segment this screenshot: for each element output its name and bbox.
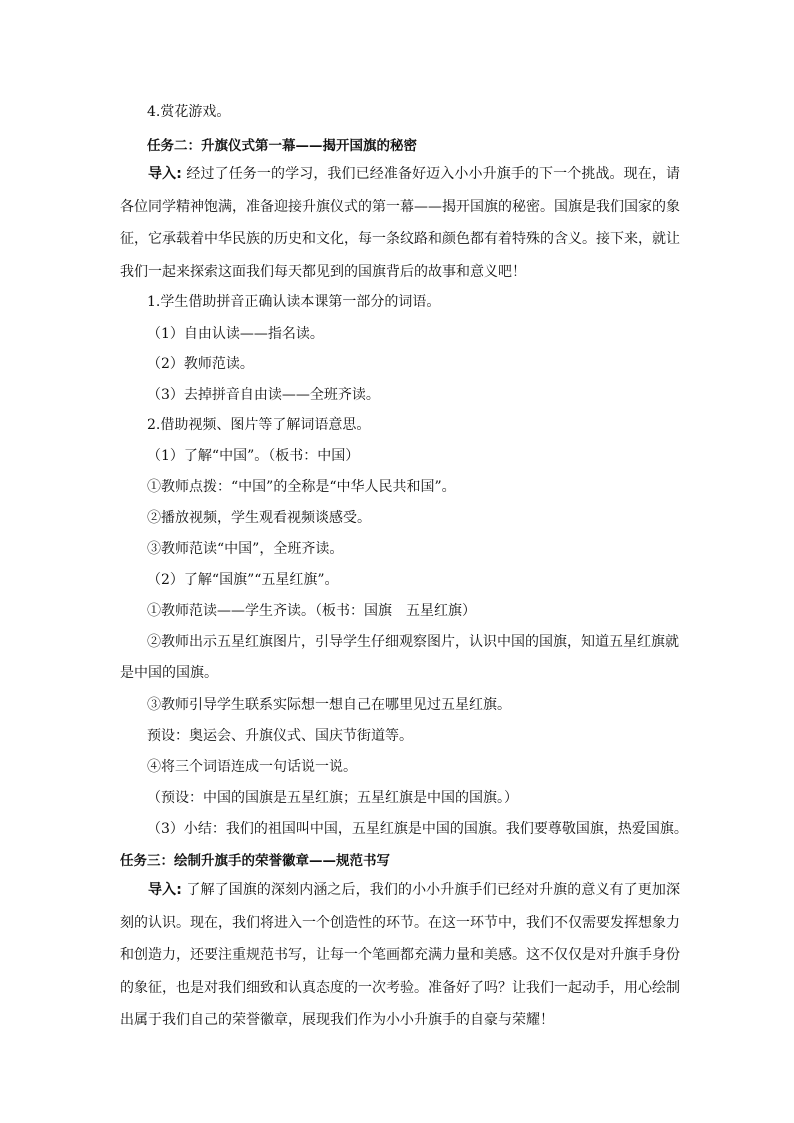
task2-step1-c: （3）去掉拼音自由读——全班齐读。: [147, 387, 380, 403]
task2-step1: 1.学生借助拼音正确认读本课第一部分的词语。: [147, 294, 441, 310]
task2-step2-1-a: ①教师点拨：“中国”的全称是“中华人民共和国”。: [147, 479, 456, 495]
task2-step2-1: （1）了解“中国”。（板书：中国）: [147, 448, 360, 464]
task2-step2-2: （2）了解“国旗”“五星红旗”。: [147, 572, 339, 588]
task2-intro-text: 经过了任务一的学习，我们已经准备好迈入小小升旗手的下一个挑战。现在，请各位同学精神饱满，准备迎接升旗仪式的第一幕——揭开国旗的秘密。国旗是我们国家的象征，它承载着中华民族的历史和文化，每一条纹路和颜色都有着特殊的含义。接下来，就让我们一起来探索这面我们每天都见到的国旗背后的故事和意义吧！: [120, 166, 680, 280]
task2-step1-a: （1）自由认读——指名读。: [147, 326, 324, 342]
task2-step2: 2.借助视频、图片等了解词语意思。: [147, 417, 371, 433]
task2-step2-2-c: ③教师引导学生联系实际想一想自己在哪里见过五星红旗。: [147, 697, 511, 713]
task1-item4: 4.赏花游戏。: [147, 104, 231, 120]
task2-step2-1-b: ②播放视频，学生观看视频谈感受。: [147, 510, 371, 526]
task2-preset2: （预设：中国的国旗是五星红旗；五星红旗是中国的国旗。）: [147, 790, 518, 806]
task2-step2-2-b-line1: ②教师出示五星红旗图片，引导学生仔细观察图片，认识中国的国旗，知道五星红旗就: [147, 634, 679, 650]
task2-step2-2-a: ①教师范读——学生齐读。（板书：国旗 五星红旗）: [147, 603, 476, 619]
task3-heading: 任务三：绘制升旗手的荣誉徽章——规范书写: [120, 853, 390, 869]
task2-step1-b: （2）教师范读。: [147, 356, 254, 372]
task2-step2-2-b-line2: 是中国的国旗。: [120, 665, 218, 681]
task2-summary: （3）小结：我们的祖国叫中国，五星红旗是中国的国旗。我们要尊敬国旗，热爱国旗。: [147, 821, 688, 837]
task2-heading: 任务二：升旗仪式第一幕——揭开国旗的秘密: [147, 138, 417, 154]
task3-intro-paragraph: [120, 874, 680, 1037]
task2-intro-label: 导入:: [148, 166, 182, 182]
task2-step2-2-d: ④将三个词语连成一句话说一说。: [147, 759, 357, 775]
task2-preset1: 预设：奥运会、升旗仪式、国庆节街道等。: [147, 728, 413, 744]
task2-intro-paragraph: [120, 158, 680, 288]
task2-step2-1-c: ③教师范读“中国”，全班齐读。: [147, 541, 344, 557]
task3-intro-text: 了解了国旗的深刻内涵之后，我们的小小升旗手们已经对升旗的意义有了更加深刻的认识。现在，我们将进入一个创造性的环节。在这一环节中，我们不仅需要发挥想象力和创造力，还要注重规范书写，让每一个笔画都充满力量和美感。这不仅仅是对升旗手身份的象征，也是对我们细致和认真态度的一次考验。准备好了吗？让我们一起动手，用心绘制出属于我们自己的荣誉徽章，展现我们作为小小升旗手的自豪与荣耀！: [120, 882, 680, 1028]
task3-intro-label: 导入:: [148, 882, 182, 898]
